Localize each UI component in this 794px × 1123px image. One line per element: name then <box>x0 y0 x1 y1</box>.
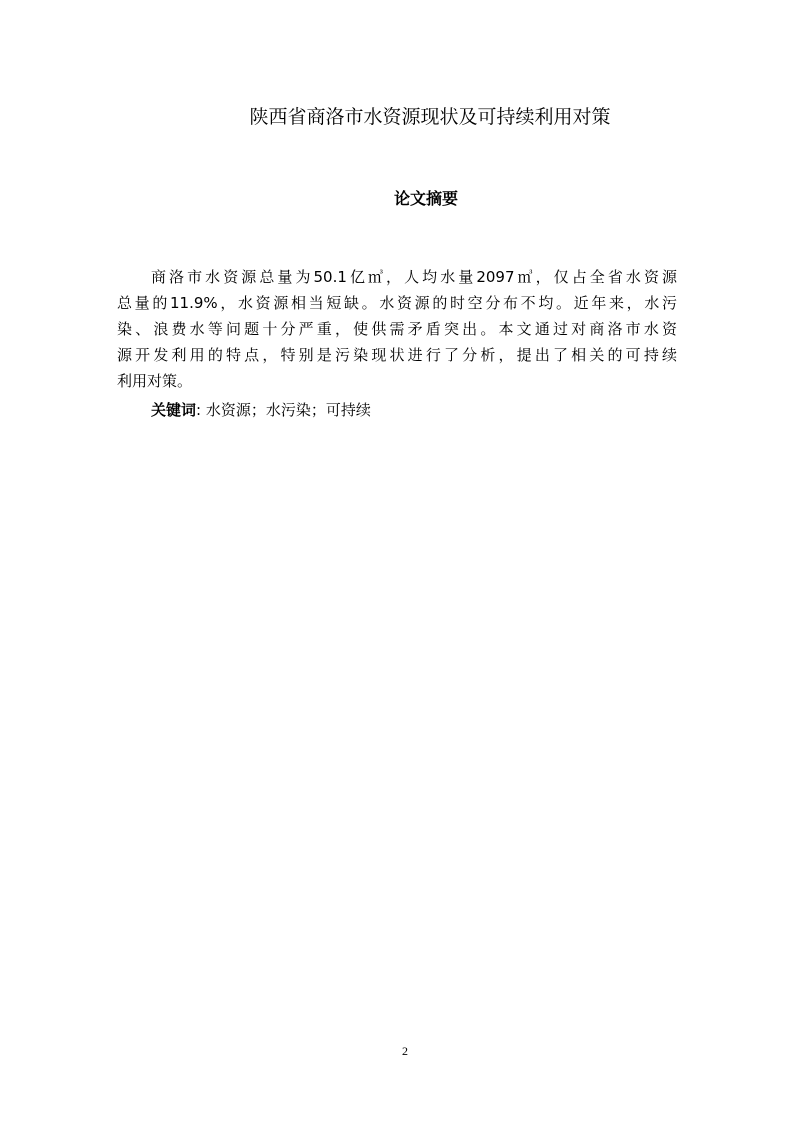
document-title: 陕西省商洛市水资源现状及可持续利用对策 <box>249 106 611 128</box>
abstract-body <box>117 264 677 394</box>
abstract-line: 商洛市水资源总量为50.1亿㎥，人均水量2097㎥，仅占全省水资源 <box>151 268 677 286</box>
keywords-line <box>151 397 371 423</box>
keywords-text: 水资源；水污染；可持续 <box>205 401 371 419</box>
keywords-separator: : <box>196 401 202 419</box>
keywords-label: 关键词 <box>151 401 197 419</box>
abstract-line: 染、浪费水等问题十分严重，使供需矛盾突出。本文通过对商洛市水资 <box>117 320 677 338</box>
abstract-line: 源开发利用的特点，特别是污染现状进行了分析，提出了相关的可持续 <box>117 346 677 364</box>
abstract-line: 利用对策。 <box>117 372 193 390</box>
page-number: 2 <box>402 1044 408 1058</box>
abstract-heading: 论文摘要 <box>393 189 458 208</box>
abstract-line: 总量的11.9%，水资源相当短缺。水资源的时空分布不均。近年来，水污 <box>117 294 677 312</box>
